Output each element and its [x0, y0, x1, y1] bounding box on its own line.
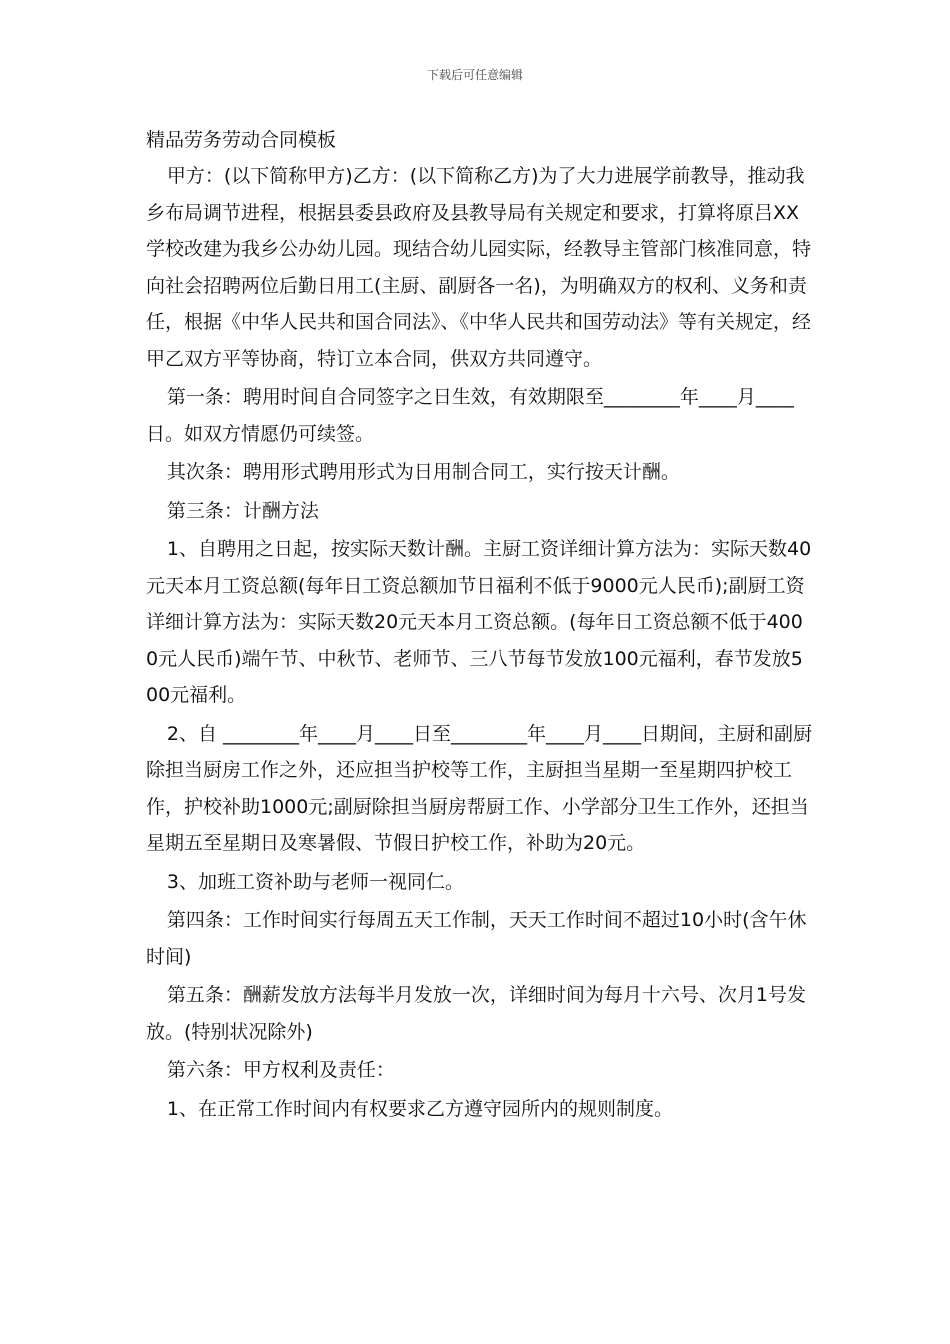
paragraph-article-3-item-2: 2、自 ________年____月____日至________年____月____日期间，主厨和副厨除担当厨房工作之外，还应担当护校等工作，主厨担当星期一至星期四护校工作，护校补助1000元;副厨除担当厨房帮厨工作、小学部分卫生工作外，还担当星期五至星期日及寒暑假、节假日护校工作，补助为20元。 — [146, 722, 813, 854]
page-header-note: 下载后可任意编辑 — [426, 68, 523, 82]
paragraph-intro: 甲方：(以下简称甲方)乙方：(以下简称乙方)为了大力进展学前教导，推动我乡布局调节进程，根据县委县政府及县教导局有关规定和要求，打算将原吕XX学校改建为我乡公办幼儿园。现结合幼儿园实际，经教导主管部门核准同意，特向社会招聘两位后勤日用工(主厨、副厨各一名)，为明确双方的权利、义务和责任，根据《中华人民共和国合同法》、《中华人民共和国劳动法》等有关规定，经甲乙双方平等协商，特订立本合同，供双方共同遵守。 — [146, 165, 812, 370]
paragraph-article-3-item-1: 1、自聘用之日起，按实际天数计酬。主厨工资详细计算方法为：实际天数40元天本月工资总额(每年日工资总额加节日福利不低于9000元人民币);副厨工资详细计算方法为：实际天数20元天本月工资总额。(每年日工资总额不低于4000元人民币)端午节、中秋节、老师节、三八节每节发放100元福利，春节发放500元福利。 — [146, 538, 812, 706]
document-title: 精品劳务劳动合同模板 — [146, 129, 337, 151]
paragraph-article-6-item-1: 1、在正常工作时间内有权要求乙方遵守园所内的规则制度。 — [166, 1097, 673, 1120]
paragraph-article-5: 第五条：酬薪发放方法每半月发放一次，详细时间为每月十六号、次月1号发放。(特别状况除外) — [146, 984, 806, 1043]
paragraph-article-6-heading: 第六条：甲方权利及责任： — [166, 1059, 395, 1081]
paragraph-article-1: 第一条：聘用时间自合同签字之日生效，有效期限至________年____月____日。如双方情愿仍可续签。 — [146, 386, 794, 445]
paragraph-article-3-item-3: 3、加班工资补助与老师一视同仁。 — [166, 870, 464, 893]
paragraph-article-2: 其次条：聘用形式聘用形式为日用制合同工，实行按天计酬。 — [166, 461, 680, 483]
paragraph-article-4: 第四条：工作时间实行每周五天工作制，天天工作时间不超过10小时(含午休时间) — [146, 909, 807, 968]
paragraph-article-3-heading: 第三条：计酬方法 — [166, 499, 319, 522]
document-body — [146, 122, 814, 1129]
